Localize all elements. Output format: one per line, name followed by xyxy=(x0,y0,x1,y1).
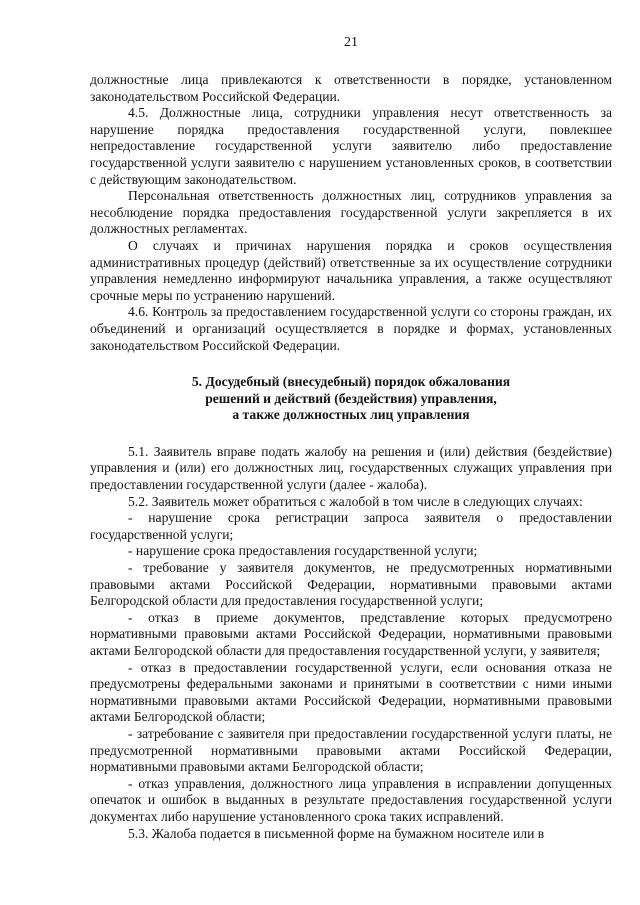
paragraph: - отказ в предоставлении государственной услуги, если основания отказа не предусмотрены федеральными законами и принятыми в соответствии с ними иными нормативными правовыми актами Российской Федерации, нормативными правовыми актами Белгородской области; xyxy=(90,659,612,725)
paragraph: 5.3. Жалоба подается в письменной форме на бумажном носителе или в xyxy=(128,825,545,841)
paragraph: Персональная ответственность должностных лиц, сотрудников управления за несоблюдение порядка предоставления государственной услуги закрепляется в их должностных регламентах. xyxy=(90,188,612,237)
paragraph: - требование у заявителя документов, не предусмотренных нормативными правовыми актами Российской Федерации, нормативными правовыми актами Белгородской области для предоставления государственной услуги; xyxy=(90,560,612,609)
section-heading-line: решений и действий (бездействия) управления, xyxy=(205,390,497,406)
paragraph: - нарушение срока регистрации запроса заявителя о предоставлении государственной услуги; xyxy=(90,510,612,542)
paragraph: 4.5. Должностные лица, сотрудники управления несут ответственность за нарушение порядка предоставления государственной услуги, повлекшее непредоставление государственной услуги заявителю либо предоставление государственной услуги заявителю с нарушением установленных сроков, в соответствии с действующим законодательством. xyxy=(90,105,612,187)
section-heading-line: а также должностных лиц управления xyxy=(232,407,470,423)
paragraph: - затребование с заявителя при предоставлении государственной услуги платы, не предусмотренной нормативными правовыми актами Российской Федерации, нормативными правовыми актами Белгородской области; xyxy=(90,725,612,775)
paragraph: 5.2. Заявитель может обратиться с жалобой в том числе в следующих случаях: xyxy=(128,493,583,509)
paragraph: - отказ управления, должностного лица управления в исправлении допущенных опечаток и ошибок в выданных в результате предоставления государственной услуги документах либо нарушение установленного срока таких исправлений. xyxy=(90,775,612,824)
body-text-after-section xyxy=(90,444,612,842)
paragraph: О случаях и причинах нарушения порядка и сроков осуществления административных процедур (действий) ответственные за их осуществление сотрудники управления немедленно информируют начальника управления, а также осуществляют срочные меры по устранению нарушений. xyxy=(90,237,612,303)
paragraph: должностные лица привлекаются к ответственности в порядке, установленном законодательством Российской Федерации. xyxy=(90,72,612,104)
section-heading-line: 5. Досудебный (внесудебный) порядок обжалования xyxy=(191,374,511,390)
paragraph: 4.6. Контроль за предоставлением государственной услуги со стороны граждан, их объединений и организаций осуществляется в порядке и формах, установленных законодательством Российской Федерации. xyxy=(90,304,612,353)
section-heading xyxy=(90,374,612,424)
paragraph: 5.1. Заявитель вправе подать жалобу на решения и (или) действия (бездействие) управления и (или) его должностных лиц, государственных служащих управления при предоставлении государственной услуги (далее - жалоба). xyxy=(90,443,612,493)
paragraph: - отказ в приеме документов, представление которых предусмотрено нормативными правовыми актами Российской Федерации, нормативными правовыми актами Белгородской области для предоставления государственной услуги, у заявителя; xyxy=(90,609,612,658)
document-page xyxy=(90,34,612,842)
paragraph: - нарушение срока предоставления государственной услуги; xyxy=(128,543,478,559)
page-number: 21 xyxy=(344,35,358,50)
body-text-before-section xyxy=(90,72,612,354)
